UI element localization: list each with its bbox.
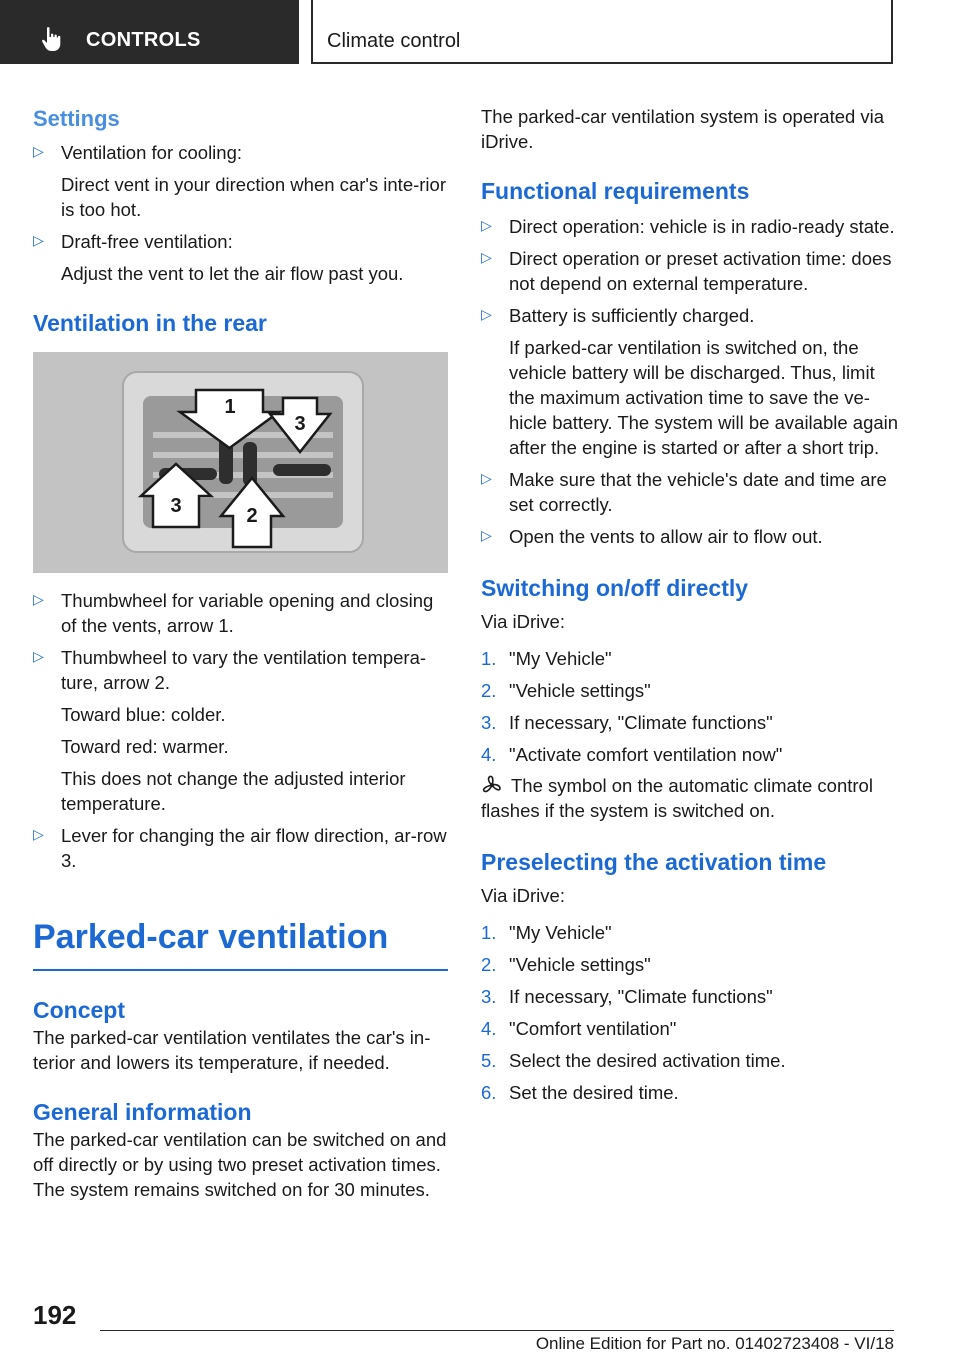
list-item xyxy=(481,467,901,517)
left-column xyxy=(33,96,448,1202)
symbol-note xyxy=(481,773,901,823)
preselect-steps xyxy=(481,920,901,1105)
list-item-sub: This does not change the adjusted interior temperature. xyxy=(61,768,406,814)
preselect-heading: Preselecting the activation time xyxy=(481,849,827,875)
step-text: "Vehicle settings" xyxy=(509,954,651,975)
step-item xyxy=(481,678,901,703)
step-item xyxy=(481,952,901,977)
footer-divider xyxy=(100,1330,894,1331)
step-number: 1. xyxy=(481,648,497,669)
list-item-label: Direct operation: vehicle is in radio-ready state. xyxy=(509,216,895,237)
figure-label: 3 xyxy=(170,495,182,517)
step-item xyxy=(481,920,901,945)
fan-icon xyxy=(481,775,503,795)
concept-heading: Concept xyxy=(33,997,125,1023)
list-item-sub: Adjust the vent to let the air flow past you. xyxy=(61,263,404,284)
settings-list xyxy=(33,140,448,286)
list-item xyxy=(33,229,448,286)
figure-label: 2 xyxy=(246,505,258,527)
step-text: If necessary, "Climate functions" xyxy=(509,712,773,733)
step-text: If necessary, "Climate functions" xyxy=(509,986,773,1007)
step-text: "My Vehicle" xyxy=(509,648,612,669)
switch-via: Via iDrive: xyxy=(481,611,565,632)
list-item-label: Make sure that the vehicle's date and time are set correctly. xyxy=(509,469,887,515)
general-heading: General information xyxy=(33,1099,252,1125)
main-heading: Parked-car ventilation xyxy=(33,918,389,956)
step-number: 3. xyxy=(481,712,497,733)
list-item xyxy=(481,524,901,549)
step-number: 3. xyxy=(481,986,497,1007)
list-item xyxy=(33,823,448,873)
step-item xyxy=(481,1048,901,1073)
list-item xyxy=(481,246,901,296)
rear-list xyxy=(33,588,448,873)
list-item-sub: Toward blue: colder. xyxy=(61,704,226,725)
list-item-sub: Toward red: warmer. xyxy=(61,736,229,757)
step-number: 4. xyxy=(481,744,497,765)
step-text: "My Vehicle" xyxy=(509,922,612,943)
list-item-label: Lever for changing the air flow direction, ar-row 3. xyxy=(61,825,447,871)
list-item xyxy=(481,303,901,460)
list-item-label: Direct operation or preset activation time: does not depend on external temperature. xyxy=(509,248,892,294)
step-text: "Activate comfort ventilation now" xyxy=(509,744,783,765)
list-item-sub: If parked-car ventilation is switched on, the vehicle battery will be discharged. Thus, limit the maximum activation time to save the ve-hicle battery. The system will be available again after the engine is started or after a short trip. xyxy=(509,337,899,458)
step-number: 5. xyxy=(481,1050,497,1071)
page-number: 192 xyxy=(33,1300,77,1330)
step-number: 1. xyxy=(481,922,497,943)
step-text: "Vehicle settings" xyxy=(509,680,651,701)
list-item-label: Thumbwheel for variable opening and closing of the vents, arrow 1. xyxy=(61,590,434,636)
step-text: Set the desired time. xyxy=(509,1082,679,1103)
step-number: 6. xyxy=(481,1082,497,1103)
list-item-label: Open the vents to allow air to flow out. xyxy=(509,526,823,547)
step-number: 2. xyxy=(481,680,497,701)
heading-divider xyxy=(33,969,448,971)
right-column xyxy=(481,96,901,1112)
figure-label: 1 xyxy=(224,396,236,418)
intro-text: The parked-car ventilation system is operated via iDrive. xyxy=(481,106,885,152)
list-item-label: Thumbwheel to vary the ventilation tempera-ture, arrow 2. xyxy=(61,647,427,693)
chapter-tab-label: CONTROLS xyxy=(86,29,201,51)
preselect-via: Via iDrive: xyxy=(481,885,565,906)
list-item-sub: Direct vent in your direction when car's inte-rior is too hot. xyxy=(61,174,446,220)
list-item-label: Ventilation for cooling: xyxy=(61,142,243,163)
list-item xyxy=(33,140,448,222)
section-title: Climate control xyxy=(327,30,461,52)
list-item-label: Battery is sufficiently charged. xyxy=(509,305,755,326)
settings-heading: Settings xyxy=(33,106,120,131)
step-item xyxy=(481,646,901,671)
step-item xyxy=(481,710,901,735)
section-header xyxy=(311,0,893,64)
step-item xyxy=(481,1080,901,1105)
list-item xyxy=(481,214,901,239)
list-item xyxy=(33,588,448,638)
step-number: 4. xyxy=(481,1018,497,1039)
switch-heading: Switching on/off directly xyxy=(481,575,749,601)
step-item xyxy=(481,1016,901,1041)
step-text: Select the desired activation time. xyxy=(509,1050,786,1071)
rear-ventilation-heading: Ventilation in the rear xyxy=(33,310,267,336)
requirements-heading: Functional requirements xyxy=(481,178,750,204)
concept-text: The parked-car ventilation ventilates the car's in-terior and lowers its temperature, if needed. xyxy=(33,1027,431,1073)
list-item xyxy=(33,645,448,816)
switch-steps xyxy=(481,646,901,767)
rear-vent-figure xyxy=(33,352,448,573)
general-text: The parked-car ventilation can be switched on and off directly or by using two preset activation times. The system remains switched on for 30 minutes. xyxy=(33,1129,447,1200)
step-item xyxy=(481,984,901,1009)
hand-pointer-icon xyxy=(40,26,64,52)
step-item xyxy=(481,742,901,767)
step-number: 2. xyxy=(481,954,497,975)
chapter-tab[interactable] xyxy=(0,0,299,64)
requirements-list xyxy=(481,214,901,549)
step-text: "Comfort ventilation" xyxy=(509,1018,677,1039)
symbol-note-text: The symbol on the automatic climate control flashes if the system is switched on. xyxy=(481,775,873,821)
figure-label: 3 xyxy=(294,413,306,435)
edition-text: Online Edition for Part no. 01402723408 - VI/18 xyxy=(535,1334,894,1353)
list-item-label: Draft-free ventilation: xyxy=(61,231,233,252)
